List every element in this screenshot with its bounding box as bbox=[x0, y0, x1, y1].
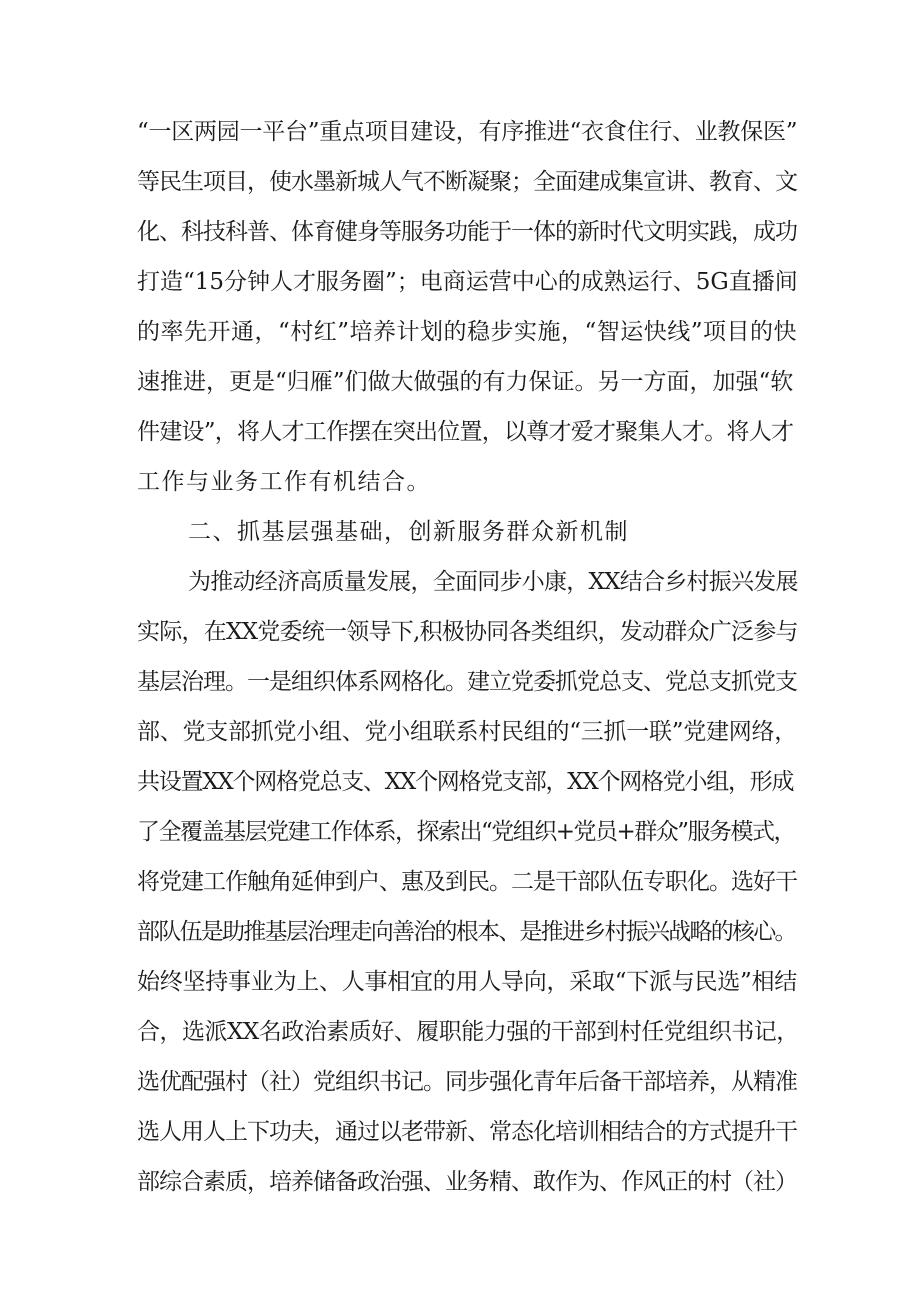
paragraph-line: 的率先开通，“村红”培养计划的稳步实施，“智运快线”项目的快 bbox=[137, 319, 798, 345]
paragraph-line: 部综合素质，培养储备政治强、业务精、敢作为、作风正的村（社） bbox=[137, 1169, 797, 1195]
paragraph-line: 速推进，更是“归雁”们做大做强的有力保证。另一方面，加强“软 bbox=[137, 369, 794, 395]
paragraph-line: 为推动经济高质量发展，全面同步小康，XX结合乡村振兴发展 bbox=[188, 569, 798, 595]
paragraph-line: 化、科技科普、体育健身等服务功能于一体的新时代文明实践，成功 bbox=[137, 219, 797, 245]
paragraph-line: 共设置XX个网格党总支、XX个网格党支部，XX个网格党小组，形成 bbox=[137, 769, 794, 795]
paragraph-line: 将党建工作触角延伸到户、惠及到民。二是干部队伍专职化。选好干 bbox=[137, 869, 797, 895]
paragraph-line: 实际，在XX党委统一领导下,积极协同各类组织，发动群众广泛参与 bbox=[137, 619, 798, 645]
section-heading: 二、抓基层强基础，创新服务群众新机制 bbox=[188, 519, 629, 545]
paragraph-line: 件建设”，将人才工作摆在突出位置，以尊才爱才聚集人才。将人才 bbox=[137, 419, 794, 445]
paragraph-line: 打造“15分钟人才服务圈”；电商运营中心的成熟运行、5G直播间 bbox=[137, 269, 798, 295]
paragraph-line: 部、党支部抓党小组、党小组联系村民组的“三抓一联”党建网络， bbox=[137, 719, 798, 745]
paragraph-line: 合，选派XX名政治素质好、履职能力强的干部到村任党组织书记， bbox=[137, 1019, 799, 1045]
paragraph-line: 基层治理。一是组织体系网格化。建立党委抓党总支、党总支抓党支 bbox=[137, 669, 797, 695]
paragraph-line: 始终坚持事业为上、人事相宜的用人导向，采取“下派与民选”相结 bbox=[137, 969, 798, 995]
paragraph-line: “一区两园一平台”重点项目建设，有序推进“衣食住行、业教保医” bbox=[137, 119, 798, 145]
paragraph-line: 等民生项目，使水墨新城人气不断凝聚；全面建成集宣讲、教育、文 bbox=[137, 169, 797, 195]
paragraph-line: 部队伍是助推基层治理走向善治的根本、是推进乡村振兴战略的核心。 bbox=[137, 919, 796, 945]
paragraph-line: 选人用人上下功夫，通过以老带新、常态化培训相结合的方式提升干 bbox=[137, 1119, 797, 1145]
paragraph-line: 了全覆盖基层党建工作体系，探索出“党组织+党员+群众”服务模式， bbox=[137, 819, 796, 845]
paragraph-line: 选优配强村（社）党组织书记。同步强化青年后备干部培养，从精准 bbox=[137, 1069, 797, 1095]
paragraph-line: 工作与业务工作有机结合。 bbox=[137, 469, 431, 495]
